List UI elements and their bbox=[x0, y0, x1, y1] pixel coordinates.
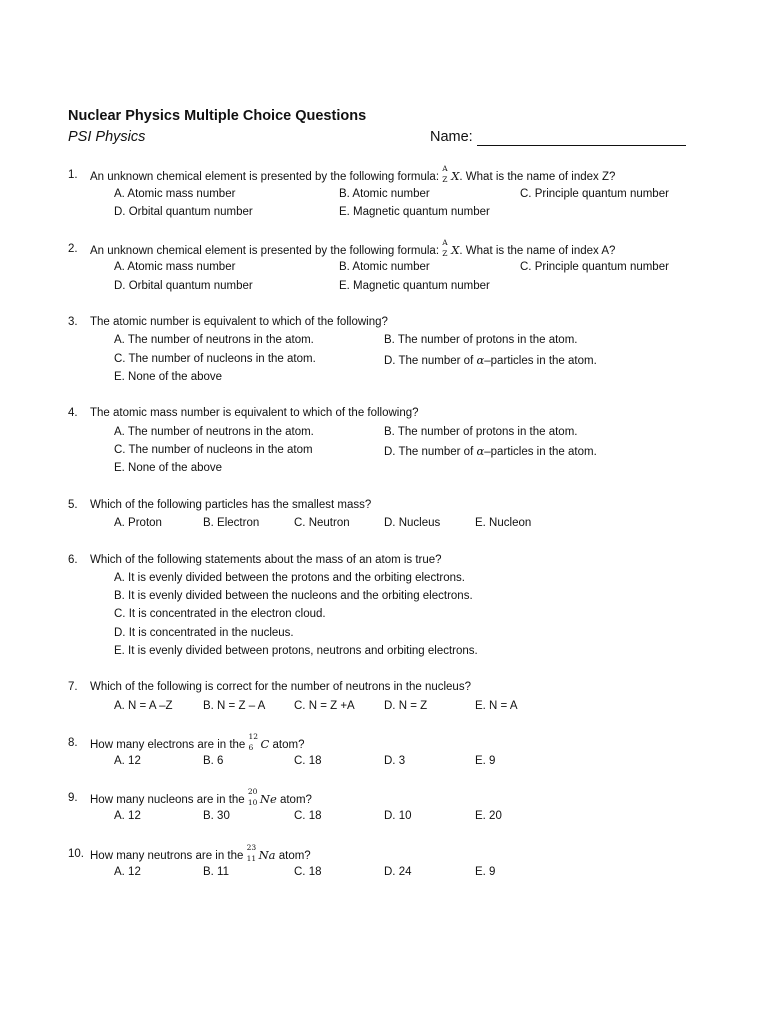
question-text: Which of the following particles has the smallest mass? bbox=[90, 499, 372, 511]
nuclide-symbol: 20 10 Ne bbox=[247, 787, 277, 807]
option-d[interactable]: D. 3 bbox=[384, 755, 406, 767]
option-d[interactable]: D. The number of α–particles in the atom. bbox=[384, 444, 597, 458]
question-number: 4. bbox=[68, 407, 78, 419]
question-text: Which of the following statements about the mass of an atom is true? bbox=[90, 554, 442, 566]
question-text: The atomic mass number is equivalent to which of the following? bbox=[90, 407, 419, 419]
question-text: The atomic number is equivalent to which of the following? bbox=[90, 316, 388, 328]
question-number: 7. bbox=[68, 681, 78, 693]
option-e[interactable]: E. Magnetic quantum number bbox=[339, 280, 490, 292]
question-number: 3. bbox=[68, 316, 78, 328]
question-number: 10. bbox=[68, 848, 84, 860]
question-text: An unknown chemical element is presented by the following formula: A Z X. What is the name of index Z? bbox=[90, 164, 616, 184]
option-b[interactable]: B. Atomic number bbox=[339, 188, 430, 200]
option-b[interactable]: B. 6 bbox=[203, 755, 224, 767]
option-d[interactable]: D. Nucleus bbox=[384, 517, 441, 529]
question-number: 6. bbox=[68, 554, 78, 566]
option-c[interactable]: C. N = Z +A bbox=[294, 700, 355, 712]
option-e[interactable]: E. Magnetic quantum number bbox=[339, 206, 490, 218]
question-number: 1. bbox=[68, 169, 78, 181]
option-c[interactable]: C. Principle quantum number bbox=[520, 261, 669, 273]
option-c[interactable]: C. 18 bbox=[294, 810, 322, 822]
question-text: How many neutrons are in the 23 11 Na atom? bbox=[90, 843, 311, 863]
option-a[interactable]: A. Proton bbox=[114, 517, 162, 529]
option-b[interactable]: B. The number of protons in the atom. bbox=[384, 334, 578, 346]
option-e[interactable]: E. None of the above bbox=[114, 371, 223, 383]
option-b[interactable]: B. 11 bbox=[203, 866, 229, 878]
option-a[interactable]: A. The number of neutrons in the atom. bbox=[114, 334, 314, 346]
question-text: An unknown chemical element is presented by the following formula: A Z X. What is the name of index A? bbox=[90, 238, 616, 258]
option-c[interactable]: C. Neutron bbox=[294, 517, 350, 529]
option-d[interactable]: D. Orbital quantum number bbox=[114, 280, 253, 292]
option-e[interactable]: E. It is evenly divided between protons, neutrons and orbiting electrons. bbox=[114, 645, 478, 657]
nuclide-symbol: 12 6 C bbox=[248, 732, 270, 752]
question-number: 9. bbox=[68, 792, 78, 804]
option-a[interactable]: A. 12 bbox=[114, 866, 141, 878]
option-c[interactable]: C. 18 bbox=[294, 755, 322, 767]
page-subtitle: PSI Physics bbox=[68, 129, 146, 145]
option-c[interactable]: C. The number of nucleons in the atom bbox=[114, 444, 313, 456]
option-e[interactable]: E. 20 bbox=[475, 810, 502, 822]
option-e[interactable]: E. 9 bbox=[475, 755, 496, 767]
option-d[interactable]: D. N = Z bbox=[384, 700, 428, 712]
name-blank-line bbox=[477, 145, 686, 146]
option-a[interactable]: A. N = A –Z bbox=[114, 700, 173, 712]
question-text: How many electrons are in the 12 6 C atom? bbox=[90, 732, 305, 752]
option-d[interactable]: D. It is concentrated in the nucleus. bbox=[114, 627, 294, 639]
page-title: Nuclear Physics Multiple Choice Questions bbox=[68, 108, 367, 124]
option-b[interactable]: B. Atomic number bbox=[339, 261, 430, 273]
nuclide-symbol: A Z X bbox=[442, 164, 460, 184]
option-e[interactable]: E. N = A bbox=[475, 700, 518, 712]
option-c[interactable]: C. It is concentrated in the electron cloud. bbox=[114, 608, 326, 620]
option-e[interactable]: E. 9 bbox=[475, 866, 496, 878]
question-text: How many nucleons are in the 20 10 Ne atom? bbox=[90, 787, 312, 807]
option-a[interactable]: A. The number of neutrons in the atom. bbox=[114, 426, 314, 438]
option-d[interactable]: D. 10 bbox=[384, 810, 412, 822]
option-b[interactable]: B. The number of protons in the atom. bbox=[384, 426, 578, 438]
option-a[interactable]: A. Atomic mass number bbox=[114, 188, 236, 200]
option-b[interactable]: B. N = Z – A bbox=[203, 700, 266, 712]
option-d[interactable]: D. The number of α–particles in the atom. bbox=[384, 353, 597, 367]
question-text: Which of the following is correct for the number of neutrons in the nucleus? bbox=[90, 681, 471, 693]
option-a[interactable]: A. 12 bbox=[114, 755, 141, 767]
nuclide-symbol: A Z X bbox=[442, 238, 460, 258]
question-number: 5. bbox=[68, 499, 78, 511]
option-b[interactable]: B. It is evenly divided between the nucleons and the orbiting electrons. bbox=[114, 590, 473, 602]
nuclide-symbol: 23 11 Na bbox=[246, 843, 276, 863]
question-number: 8. bbox=[68, 737, 78, 749]
option-c[interactable]: C. Principle quantum number bbox=[520, 188, 669, 200]
name-label: Name: bbox=[430, 129, 473, 145]
option-d[interactable]: D. Orbital quantum number bbox=[114, 206, 253, 218]
option-e[interactable]: E. Nucleon bbox=[475, 517, 532, 529]
option-c[interactable]: C. 18 bbox=[294, 866, 322, 878]
option-b[interactable]: B. 30 bbox=[203, 810, 230, 822]
option-a[interactable]: A. Atomic mass number bbox=[114, 261, 236, 273]
option-a[interactable]: A. It is evenly divided between the protons and the orbiting electrons. bbox=[114, 572, 465, 584]
option-e[interactable]: E. None of the above bbox=[114, 462, 223, 474]
option-b[interactable]: B. Electron bbox=[203, 517, 260, 529]
option-c[interactable]: C. The number of nucleons in the atom. bbox=[114, 353, 316, 365]
option-a[interactable]: A. 12 bbox=[114, 810, 141, 822]
question-number: 2. bbox=[68, 243, 78, 255]
option-d[interactable]: D. 24 bbox=[384, 866, 412, 878]
